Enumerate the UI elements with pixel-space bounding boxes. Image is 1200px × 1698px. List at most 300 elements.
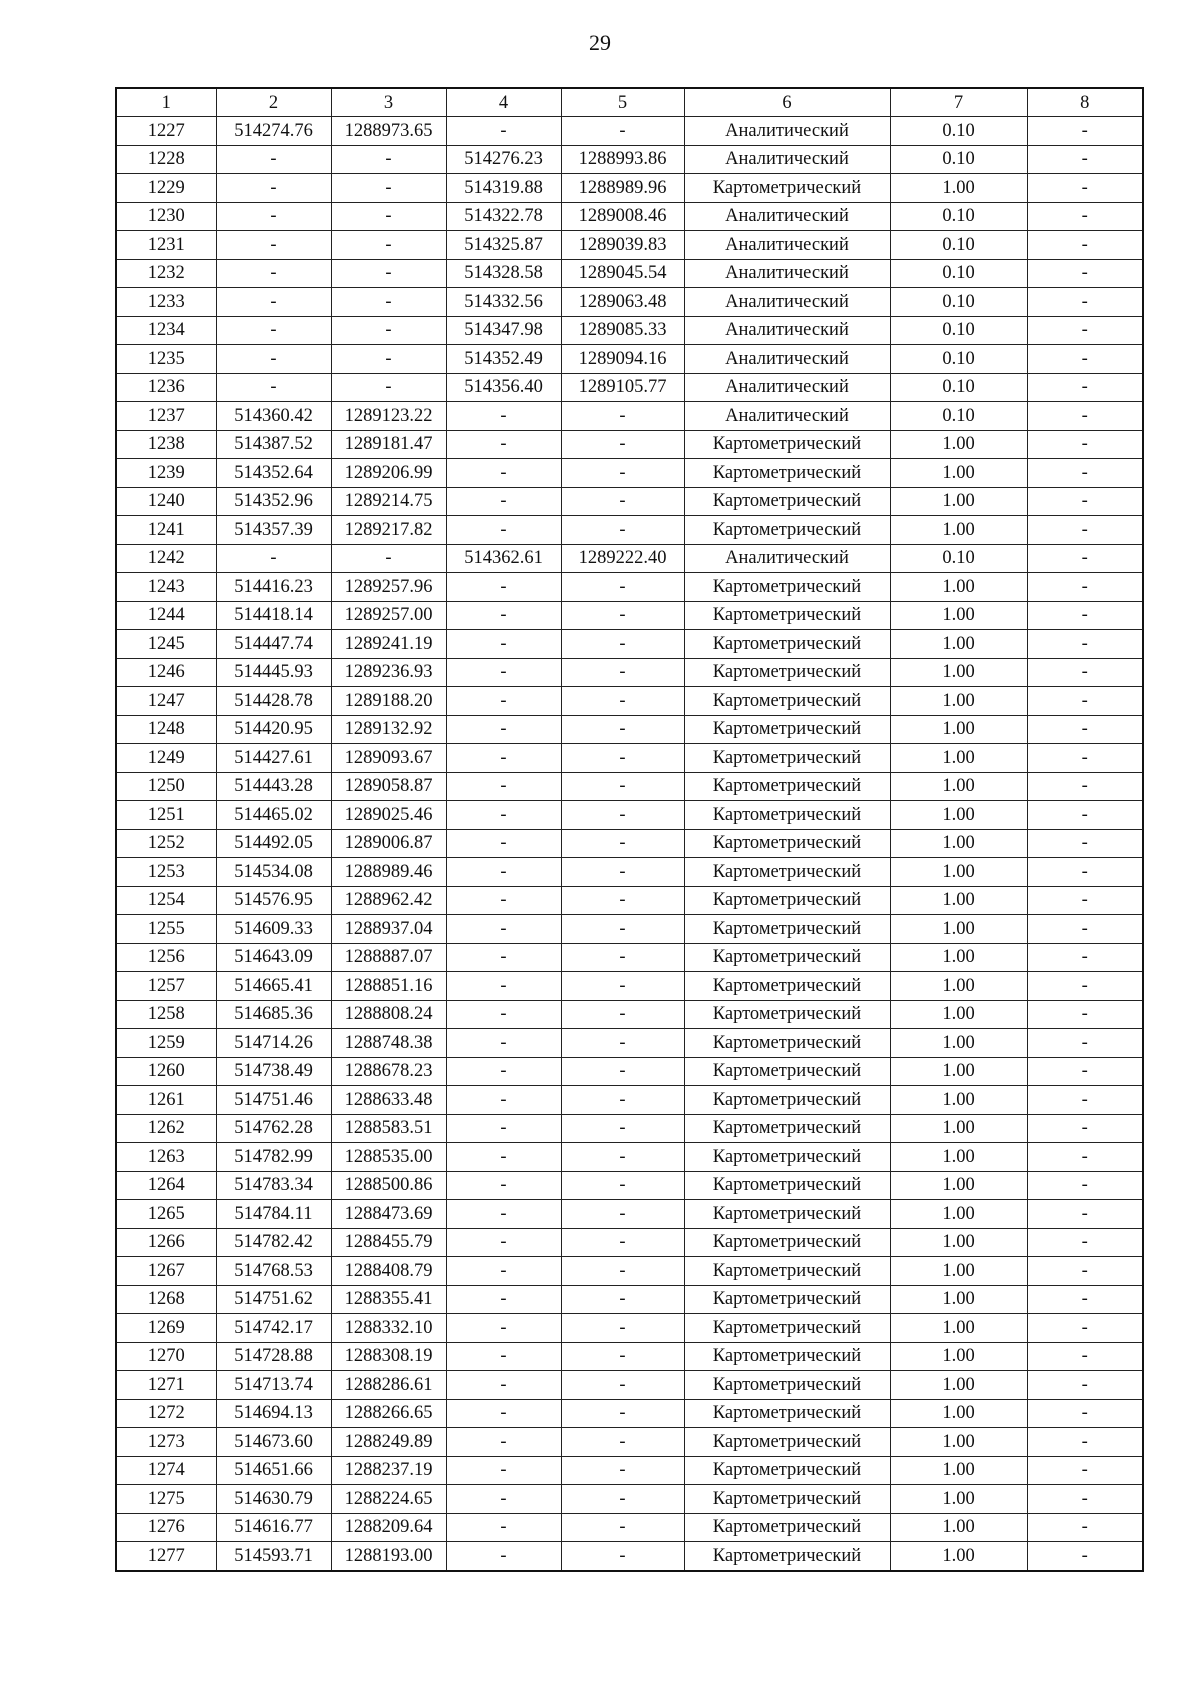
table-cell-col-1: 1242 xyxy=(116,544,216,573)
table-row xyxy=(116,715,1143,744)
table-cell-col-5: - xyxy=(561,430,684,459)
table-header xyxy=(116,88,1143,117)
table-cell-col-1: 1229 xyxy=(116,174,216,203)
table-cell-col-4: - xyxy=(446,1428,561,1457)
table-cell-col-8: - xyxy=(1027,1086,1143,1115)
table-cell-col-2: 514742.17 xyxy=(216,1314,331,1343)
table-cell-col-1: 1238 xyxy=(116,430,216,459)
table-cell-col-7: 1.00 xyxy=(890,1542,1027,1571)
table-cell-col-5: - xyxy=(561,1371,684,1400)
table-cell-col-2: 514609.33 xyxy=(216,915,331,944)
table-cell-col-3: 1288633.48 xyxy=(331,1086,446,1115)
table-cell-col-8: - xyxy=(1027,1257,1143,1286)
table-cell-col-8: - xyxy=(1027,202,1143,231)
table-cell-col-8: - xyxy=(1027,345,1143,374)
table-cell-col-7: 1.00 xyxy=(890,1485,1027,1514)
table-cell-col-1: 1252 xyxy=(116,829,216,858)
table-cell-col-7: 1.00 xyxy=(890,487,1027,516)
table-cell-col-7: 1.00 xyxy=(890,430,1027,459)
table-cell-col-2: 514768.53 xyxy=(216,1257,331,1286)
table-cell-col-1: 1256 xyxy=(116,943,216,972)
table-cell-col-4: - xyxy=(446,715,561,744)
table-cell-col-4: - xyxy=(446,1371,561,1400)
table-cell-col-7: 1.00 xyxy=(890,573,1027,602)
table-cell-col-2: 514593.71 xyxy=(216,1542,331,1571)
table-cell-col-7: 1.00 xyxy=(890,1086,1027,1115)
table-cell-col-2: 514782.99 xyxy=(216,1143,331,1172)
table-row xyxy=(116,1342,1143,1371)
table-cell-col-8: - xyxy=(1027,943,1143,972)
table-cell-col-8: - xyxy=(1027,1456,1143,1485)
table-cell-col-7: 1.00 xyxy=(890,1057,1027,1086)
table-cell-col-6: Картометрический xyxy=(684,1114,890,1143)
table-cell-col-6: Картометрический xyxy=(684,1086,890,1115)
table-cell-col-4: - xyxy=(446,1399,561,1428)
column-header-4: 4 xyxy=(446,88,561,117)
table-cell-col-5: 1289045.54 xyxy=(561,259,684,288)
table-cell-col-1: 1274 xyxy=(116,1456,216,1485)
table-cell-col-1: 1260 xyxy=(116,1057,216,1086)
table-cell-col-4: - xyxy=(446,1485,561,1514)
table-cell-col-7: 0.10 xyxy=(890,288,1027,317)
table-row xyxy=(116,1000,1143,1029)
table-row xyxy=(116,801,1143,830)
table-cell-col-4: - xyxy=(446,1228,561,1257)
table-cell-col-2: 514762.28 xyxy=(216,1114,331,1143)
table-cell-col-7: 1.00 xyxy=(890,1399,1027,1428)
table-cell-col-3: 1289257.96 xyxy=(331,573,446,602)
table-cell-col-7: 1.00 xyxy=(890,174,1027,203)
table-cell-col-6: Картометрический xyxy=(684,1171,890,1200)
table-cell-col-7: 1.00 xyxy=(890,1000,1027,1029)
column-header-5: 5 xyxy=(561,88,684,117)
table-cell-col-3: - xyxy=(331,345,446,374)
column-header-3: 3 xyxy=(331,88,446,117)
table-cell-col-3: - xyxy=(331,544,446,573)
table-cell-col-1: 1259 xyxy=(116,1029,216,1058)
table-row xyxy=(116,288,1143,317)
table-cell-col-1: 1228 xyxy=(116,145,216,174)
table-cell-col-2: 514738.49 xyxy=(216,1057,331,1086)
table-cell-col-4: - xyxy=(446,630,561,659)
page-number: 29 xyxy=(589,30,611,55)
table-row xyxy=(116,373,1143,402)
table-cell-col-1: 1241 xyxy=(116,516,216,545)
table-cell-col-7: 1.00 xyxy=(890,915,1027,944)
table-cell-col-8: - xyxy=(1027,174,1143,203)
table-row xyxy=(116,1485,1143,1514)
table-cell-col-5: - xyxy=(561,1143,684,1172)
table-cell-col-4: - xyxy=(446,1029,561,1058)
table-cell-col-8: - xyxy=(1027,459,1143,488)
table-cell-col-5: - xyxy=(561,1114,684,1143)
table-cell-col-4: 514319.88 xyxy=(446,174,561,203)
table-cell-col-3: - xyxy=(331,288,446,317)
table-cell-col-4: 514328.58 xyxy=(446,259,561,288)
table-cell-col-6: Аналитический xyxy=(684,345,890,374)
table-cell-col-7: 0.10 xyxy=(890,145,1027,174)
table-row xyxy=(116,430,1143,459)
table-cell-col-8: - xyxy=(1027,915,1143,944)
table-cell-col-7: 0.10 xyxy=(890,231,1027,260)
table-cell-col-6: Аналитический xyxy=(684,259,890,288)
table-cell-col-6: Картометрический xyxy=(684,459,890,488)
table-cell-col-4: - xyxy=(446,915,561,944)
table-cell-col-6: Аналитический xyxy=(684,402,890,431)
table-cell-col-6: Картометрический xyxy=(684,1000,890,1029)
table-cell-col-5: - xyxy=(561,1542,684,1571)
table-cell-col-3: 1288408.79 xyxy=(331,1257,446,1286)
table-cell-col-5: - xyxy=(561,1485,684,1514)
table-cell-col-4: - xyxy=(446,943,561,972)
table-cell-col-4: - xyxy=(446,1342,561,1371)
table-row xyxy=(116,487,1143,516)
table-cell-col-1: 1251 xyxy=(116,801,216,830)
table-row xyxy=(116,259,1143,288)
table-cell-col-8: - xyxy=(1027,1542,1143,1571)
table-cell-col-7: 1.00 xyxy=(890,658,1027,687)
table-cell-col-3: 1288249.89 xyxy=(331,1428,446,1457)
table-cell-col-8: - xyxy=(1027,1171,1143,1200)
table-cell-col-8: - xyxy=(1027,1200,1143,1229)
table-cell-col-5: - xyxy=(561,943,684,972)
table-cell-col-1: 1244 xyxy=(116,601,216,630)
table-cell-col-8: - xyxy=(1027,402,1143,431)
table-cell-col-3: 1289206.99 xyxy=(331,459,446,488)
table-cell-col-5: - xyxy=(561,1171,684,1200)
table-cell-col-4: 514352.49 xyxy=(446,345,561,374)
table-cell-col-5: 1289105.77 xyxy=(561,373,684,402)
table-cell-col-4: - xyxy=(446,1114,561,1143)
table-cell-col-8: - xyxy=(1027,972,1143,1001)
table-cell-col-5: - xyxy=(561,1428,684,1457)
table-cell-col-2: 514416.23 xyxy=(216,573,331,602)
table-cell-col-6: Картометрический xyxy=(684,858,890,887)
table-cell-col-8: - xyxy=(1027,1399,1143,1428)
table-row xyxy=(116,1200,1143,1229)
table-cell-col-3: 1288535.00 xyxy=(331,1143,446,1172)
table-cell-col-3: 1288989.46 xyxy=(331,858,446,887)
table-cell-col-6: Картометрический xyxy=(684,658,890,687)
table-cell-col-1: 1233 xyxy=(116,288,216,317)
coordinates-table xyxy=(115,87,1144,1572)
table-cell-col-7: 1.00 xyxy=(890,1171,1027,1200)
table-cell-col-8: - xyxy=(1027,772,1143,801)
table-cell-col-5: 1288989.96 xyxy=(561,174,684,203)
table-cell-col-6: Картометрический xyxy=(684,1399,890,1428)
table-cell-col-2: 514465.02 xyxy=(216,801,331,830)
table-cell-col-1: 1247 xyxy=(116,687,216,716)
table-cell-col-6: Картометрический xyxy=(684,1228,890,1257)
table-cell-col-3: 1289006.87 xyxy=(331,829,446,858)
table-cell-col-7: 1.00 xyxy=(890,459,1027,488)
table-cell-col-4: - xyxy=(446,1143,561,1172)
column-header-2: 2 xyxy=(216,88,331,117)
table-cell-col-8: - xyxy=(1027,1314,1143,1343)
table-cell-col-8: - xyxy=(1027,430,1143,459)
table-cell-col-3: 1288193.00 xyxy=(331,1542,446,1571)
table-row xyxy=(116,1399,1143,1428)
table-cell-col-1: 1253 xyxy=(116,858,216,887)
table-cell-col-7: 1.00 xyxy=(890,1257,1027,1286)
table-cell-col-3: 1289123.22 xyxy=(331,402,446,431)
table-cell-col-1: 1263 xyxy=(116,1143,216,1172)
table-cell-col-7: 1.00 xyxy=(890,1143,1027,1172)
table-cell-col-4: 514347.98 xyxy=(446,316,561,345)
table-cell-col-8: - xyxy=(1027,1485,1143,1514)
table-cell-col-5: 1289039.83 xyxy=(561,231,684,260)
table-cell-col-7: 1.00 xyxy=(890,1114,1027,1143)
table-cell-col-6: Картометрический xyxy=(684,772,890,801)
table-cell-col-5: 1289094.16 xyxy=(561,345,684,374)
table-cell-col-5: - xyxy=(561,1000,684,1029)
table-row xyxy=(116,202,1143,231)
table-cell-col-2: 514428.78 xyxy=(216,687,331,716)
table-cell-col-8: - xyxy=(1027,715,1143,744)
table-row xyxy=(116,1314,1143,1343)
table-cell-col-7: 1.00 xyxy=(890,772,1027,801)
table-row xyxy=(116,117,1143,146)
table-cell-col-2: 514427.61 xyxy=(216,744,331,773)
table-cell-col-7: 1.00 xyxy=(890,744,1027,773)
table-cell-col-7: 0.10 xyxy=(890,373,1027,402)
table-cell-col-7: 1.00 xyxy=(890,1513,1027,1542)
table-cell-col-7: 1.00 xyxy=(890,601,1027,630)
table-cell-col-2: 514783.34 xyxy=(216,1171,331,1200)
table-cell-col-4: 514332.56 xyxy=(446,288,561,317)
table-cell-col-5: - xyxy=(561,1200,684,1229)
table-cell-col-3: - xyxy=(331,259,446,288)
table-cell-col-1: 1230 xyxy=(116,202,216,231)
table-cell-col-3: 1289188.20 xyxy=(331,687,446,716)
table-cell-col-3: 1288962.42 xyxy=(331,886,446,915)
table-cell-col-3: 1288583.51 xyxy=(331,1114,446,1143)
table-cell-col-1: 1275 xyxy=(116,1485,216,1514)
table-cell-col-8: - xyxy=(1027,601,1143,630)
table-cell-col-5: - xyxy=(561,487,684,516)
table-row xyxy=(116,829,1143,858)
table-cell-col-7: 1.00 xyxy=(890,801,1027,830)
table-cell-col-6: Картометрический xyxy=(684,943,890,972)
table-cell-col-2: 514651.66 xyxy=(216,1456,331,1485)
table-cell-col-3: 1288224.65 xyxy=(331,1485,446,1514)
table-cell-col-6: Картометрический xyxy=(684,972,890,1001)
table-cell-col-8: - xyxy=(1027,117,1143,146)
table-cell-col-6: Аналитический xyxy=(684,231,890,260)
table-cell-col-2: 514387.52 xyxy=(216,430,331,459)
table-cell-col-2: 514447.74 xyxy=(216,630,331,659)
table-cell-col-2: 514576.95 xyxy=(216,886,331,915)
table-row xyxy=(116,1285,1143,1314)
table-cell-col-8: - xyxy=(1027,316,1143,345)
table-cell-col-4: - xyxy=(446,1257,561,1286)
table-cell-col-1: 1262 xyxy=(116,1114,216,1143)
table-cell-col-7: 1.00 xyxy=(890,1342,1027,1371)
table-cell-col-3: 1289058.87 xyxy=(331,772,446,801)
table-row xyxy=(116,1513,1143,1542)
table-cell-col-8: - xyxy=(1027,1342,1143,1371)
table-cell-col-5: - xyxy=(561,715,684,744)
table-row xyxy=(116,459,1143,488)
table-cell-col-1: 1269 xyxy=(116,1314,216,1343)
table-cell-col-6: Аналитический xyxy=(684,288,890,317)
table-cell-col-6: Аналитический xyxy=(684,202,890,231)
table-cell-col-2: - xyxy=(216,288,331,317)
table-cell-col-6: Картометрический xyxy=(684,1057,890,1086)
table-cell-col-4: - xyxy=(446,1456,561,1485)
table-cell-col-4: 514325.87 xyxy=(446,231,561,260)
table-cell-col-5: 1289063.48 xyxy=(561,288,684,317)
table-row xyxy=(116,1171,1143,1200)
table-cell-col-7: 1.00 xyxy=(890,858,1027,887)
table-cell-col-8: - xyxy=(1027,288,1143,317)
table-cell-col-1: 1237 xyxy=(116,402,216,431)
table-cell-col-2: 514685.36 xyxy=(216,1000,331,1029)
table-cell-col-5: - xyxy=(561,1029,684,1058)
table-cell-col-7: 1.00 xyxy=(890,687,1027,716)
table-cell-col-5: - xyxy=(561,801,684,830)
table-cell-col-2: 514728.88 xyxy=(216,1342,331,1371)
table-cell-col-4: - xyxy=(446,402,561,431)
table-cell-col-5: - xyxy=(561,972,684,1001)
table-cell-col-4: - xyxy=(446,744,561,773)
table-cell-col-7: 0.10 xyxy=(890,544,1027,573)
table-cell-col-8: - xyxy=(1027,687,1143,716)
table-cell-col-7: 0.10 xyxy=(890,259,1027,288)
table-cell-col-4: - xyxy=(446,1000,561,1029)
table-cell-col-1: 1231 xyxy=(116,231,216,260)
table-row xyxy=(116,1143,1143,1172)
table-cell-col-4: - xyxy=(446,886,561,915)
table-cell-col-2: 514782.42 xyxy=(216,1228,331,1257)
table-cell-col-1: 1246 xyxy=(116,658,216,687)
table-cell-col-3: - xyxy=(331,316,446,345)
table-row xyxy=(116,1114,1143,1143)
table-cell-col-8: - xyxy=(1027,630,1143,659)
table-row xyxy=(116,1371,1143,1400)
table-cell-col-3: 1288266.65 xyxy=(331,1399,446,1428)
table-cell-col-7: 1.00 xyxy=(890,715,1027,744)
table-cell-col-8: - xyxy=(1027,1428,1143,1457)
table-cell-col-4: - xyxy=(446,1057,561,1086)
table-row xyxy=(116,658,1143,687)
table-cell-col-1: 1276 xyxy=(116,1513,216,1542)
table-cell-col-3: 1288678.23 xyxy=(331,1057,446,1086)
table-cell-col-2: 514751.62 xyxy=(216,1285,331,1314)
table-cell-col-8: - xyxy=(1027,487,1143,516)
table-cell-col-1: 1236 xyxy=(116,373,216,402)
table-cell-col-1: 1264 xyxy=(116,1171,216,1200)
table-cell-col-4: - xyxy=(446,459,561,488)
table-cell-col-4: - xyxy=(446,1513,561,1542)
table-cell-col-3: 1289181.47 xyxy=(331,430,446,459)
table-cell-col-4: 514276.23 xyxy=(446,145,561,174)
table-cell-col-5: - xyxy=(561,1513,684,1542)
table-row xyxy=(116,630,1143,659)
table-cell-col-4: - xyxy=(446,972,561,1001)
table-cell-col-5: - xyxy=(561,658,684,687)
table-cell-col-4: 514356.40 xyxy=(446,373,561,402)
table-cell-col-5: - xyxy=(561,117,684,146)
table-cell-col-5: 1289085.33 xyxy=(561,316,684,345)
table-cell-col-1: 1243 xyxy=(116,573,216,602)
table-cell-col-1: 1248 xyxy=(116,715,216,744)
table-cell-col-8: - xyxy=(1027,1513,1143,1542)
table-cell-col-3: - xyxy=(331,202,446,231)
table-cell-col-8: - xyxy=(1027,829,1143,858)
table-cell-col-2: 514357.39 xyxy=(216,516,331,545)
table-cell-col-5: - xyxy=(561,915,684,944)
table-cell-col-8: - xyxy=(1027,516,1143,545)
table-cell-col-3: 1288973.65 xyxy=(331,117,446,146)
table-cell-col-8: - xyxy=(1027,1114,1143,1143)
table-cell-col-6: Аналитический xyxy=(684,117,890,146)
header-row xyxy=(116,88,1143,117)
table-cell-col-5: - xyxy=(561,829,684,858)
table-row xyxy=(116,858,1143,887)
table-cell-col-2: - xyxy=(216,544,331,573)
table-cell-col-3: 1288473.69 xyxy=(331,1200,446,1229)
table-cell-col-5: - xyxy=(561,516,684,545)
table-cell-col-5: - xyxy=(561,1456,684,1485)
table-cell-col-8: - xyxy=(1027,1000,1143,1029)
table-cell-col-6: Картометрический xyxy=(684,516,890,545)
table-row xyxy=(116,886,1143,915)
table-cell-col-8: - xyxy=(1027,801,1143,830)
table-cell-col-2: - xyxy=(216,373,331,402)
table-cell-col-6: Картометрический xyxy=(684,1285,890,1314)
table-cell-col-6: Картометрический xyxy=(684,1542,890,1571)
table-cell-col-4: - xyxy=(446,1314,561,1343)
column-header-6: 6 xyxy=(684,88,890,117)
table-cell-col-4: - xyxy=(446,772,561,801)
table-cell-col-8: - xyxy=(1027,658,1143,687)
table-cell-col-7: 1.00 xyxy=(890,1200,1027,1229)
table-cell-col-2: 514665.41 xyxy=(216,972,331,1001)
table-row xyxy=(116,1057,1143,1086)
table-cell-col-6: Картометрический xyxy=(684,487,890,516)
table-cell-col-4: - xyxy=(446,573,561,602)
table-cell-col-5: - xyxy=(561,1285,684,1314)
table-cell-col-6: Картометрический xyxy=(684,174,890,203)
table-cell-col-7: 1.00 xyxy=(890,1029,1027,1058)
table-row xyxy=(116,687,1143,716)
table-cell-col-3: - xyxy=(331,373,446,402)
table-cell-col-7: 1.00 xyxy=(890,1285,1027,1314)
table-cell-col-2: 514418.14 xyxy=(216,601,331,630)
table-cell-col-7: 0.10 xyxy=(890,202,1027,231)
table-cell-col-5: - xyxy=(561,630,684,659)
table-row xyxy=(116,915,1143,944)
table-cell-col-2: 514352.96 xyxy=(216,487,331,516)
table-cell-col-1: 1273 xyxy=(116,1428,216,1457)
table-cell-col-3: 1288887.07 xyxy=(331,943,446,972)
table-cell-col-7: 0.10 xyxy=(890,345,1027,374)
table-cell-col-2: 514713.74 xyxy=(216,1371,331,1400)
table-cell-col-2: 514784.11 xyxy=(216,1200,331,1229)
table-row xyxy=(116,573,1143,602)
table-cell-col-1: 1271 xyxy=(116,1371,216,1400)
table-cell-col-4: - xyxy=(446,516,561,545)
table-cell-col-6: Картометрический xyxy=(684,1342,890,1371)
table-cell-col-8: - xyxy=(1027,544,1143,573)
table-cell-col-3: 1289257.00 xyxy=(331,601,446,630)
table-cell-col-6: Картометрический xyxy=(684,886,890,915)
table-cell-col-2: 514751.46 xyxy=(216,1086,331,1115)
table-cell-col-2: 514534.08 xyxy=(216,858,331,887)
table-cell-col-5: - xyxy=(561,772,684,801)
table-cell-col-3: 1289025.46 xyxy=(331,801,446,830)
